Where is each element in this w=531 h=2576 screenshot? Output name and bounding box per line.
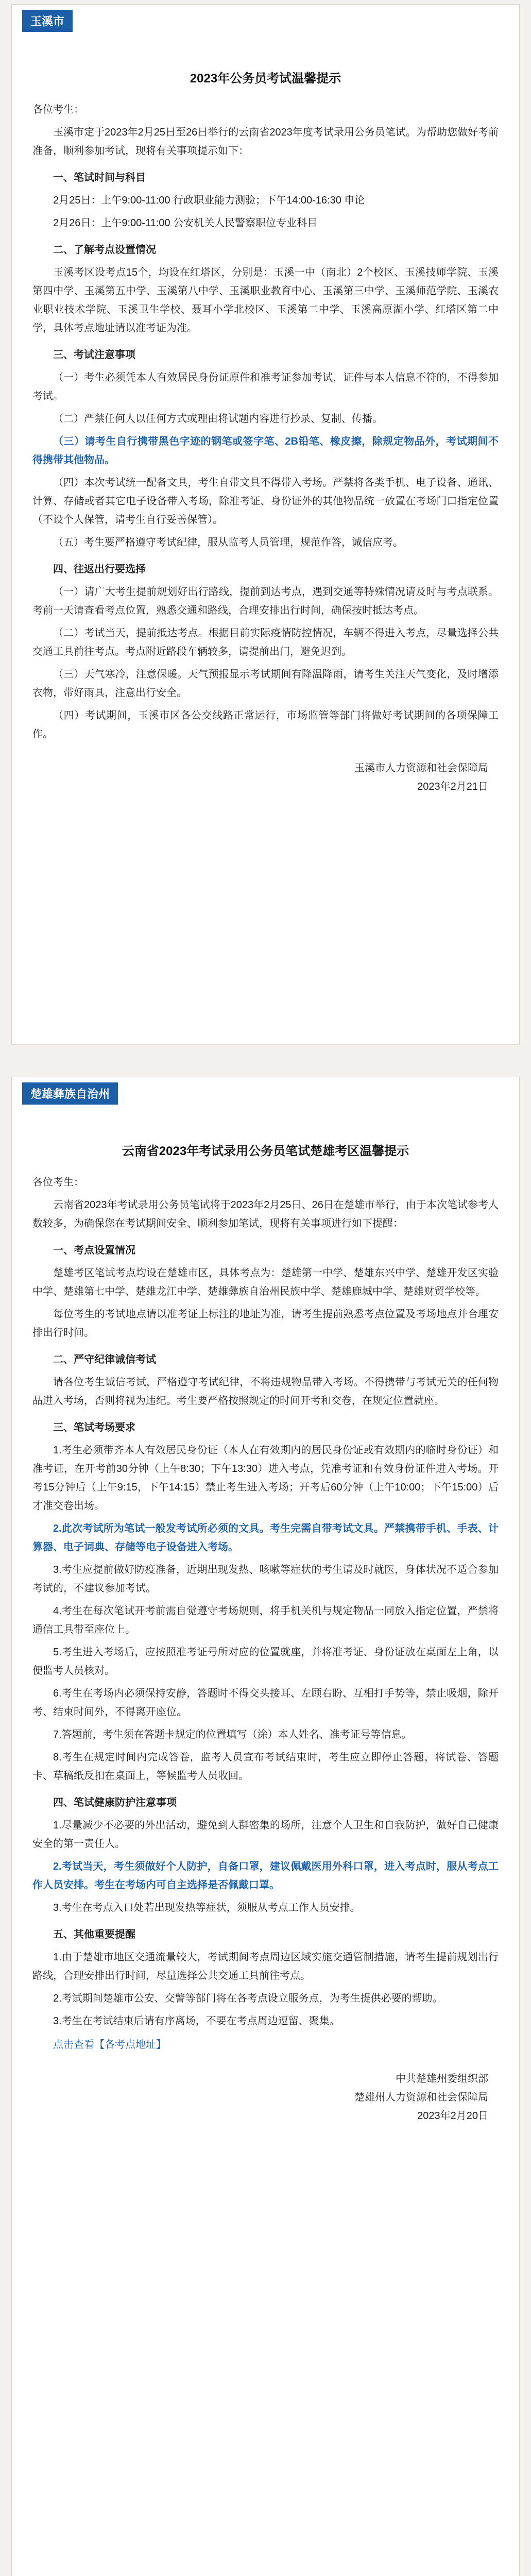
paragraph: （三）天气寒冷，注意保暖。天气预报显示考试期间有降温降雨，请考生关注天气变化，及时增添衣物，带好雨具，注意出行安全。: [32, 669, 499, 699]
section-heading: 四、笔试健康防护注意事项: [53, 1797, 177, 1808]
section-heading: 一、考点设置情况: [53, 1245, 135, 1256]
paragraph: 2月25日：上午9:00-11:00 行政职业能力测验；下午14:00-16:30 申论: [53, 195, 365, 206]
intro-paragraph: 云南省2023年考试录用公务员笔试将于2023年2月25日、26日在楚雄市举行，由于本次笔试参考人数较多，为确保您在考试期间安全、顺利参加笔试，现将有关事项进行如下提醒：: [32, 1199, 499, 1229]
paragraph: 请各位考生诚信考试，严格遵守考试纪律，不将违规物品带入考场。不得携带与考试无关的任何物品进入考场，否则将视为违纪。考生要严格按照规定的时间开考和交卷，在规定位置就座。: [32, 1377, 499, 1406]
section-heading: 三、笔试考场要求: [53, 1422, 135, 1433]
paragraph: 4.考生在每次笔试开考前需自觉遵守考场规则，将手机关机与规定物品一同放入指定位置，严禁将通信工具带至座位上。: [32, 1605, 499, 1635]
paragraph: 1.由于楚雄市地区交通流量较大，考试期间考点周边区域实施交通管制措施，请考生提前规划出行路线，合理安排出行时间，尽量选择公共交通工具前往考点。: [32, 1952, 499, 1981]
section-heading: 四、往返出行要选择: [53, 564, 146, 575]
section-heading: 二、严守纪律诚信考试: [53, 1354, 156, 1365]
paragraph: 1.尽量减少不必要的外出活动，避免到人群密集的场所，注意个人卫生和自我防护，做好自己健康安全的第一责任人。: [32, 1820, 499, 1850]
notice-title: 云南省2023年考试录用公务员笔试楚雄考区温馨提示: [122, 1144, 409, 1158]
signature-block: [32, 2070, 488, 2125]
paragraph: 3.考生应提前做好防疫准备，近期出现发热、咳嗽等症状的考生请及时就医，身体状况不适合参加考试的，不建议参加考试。: [32, 1564, 499, 1594]
notice-body: [12, 100, 519, 796]
paragraph: 3.考生在考点入口处若出现发热等症状，须服从考点工作人员安排。: [53, 1902, 361, 1913]
paragraph: （一）请广大考生提前规划好出行路线，提前到达考点，遇到交通等特殊情况请及时与考点联系。考前一天请查看考点位置，熟悉交通和路线，合理安排出行时间，确保按时抵达考点。: [32, 586, 499, 616]
paragraph: （五）考生要严格遵守考试纪律，服从监考人员管理，规范作答，诚信应考。: [53, 537, 403, 548]
paragraph: （二）严禁任何人以任何方式或理由将试题内容进行抄录、复制、传播。: [53, 413, 383, 425]
signature-date: 2023年2月21日: [417, 781, 488, 792]
signature-block: [32, 759, 488, 796]
highlight-paragraph: 2.此次考试所为笔试一般发考试所必须的文具。考生完需自带考试文具。严禁携带手机、手表、计算器、电子词典、存储等电子设备进入考场。: [32, 1523, 499, 1553]
section-heading: 三、考试注意事项: [53, 349, 135, 361]
section-heading: 五、其他重要提醒: [53, 1929, 135, 1940]
paragraph: 每位考生的考试地点请以准考证上标注的地址为准，请考生提前熟悉考点位置及考场地点并合理安排出行时间。: [32, 1309, 499, 1338]
paragraph: （二）考试当天，提前抵达考点。根据目前实际疫情防控情况，车辆不得进入考点，尽量选择公共交通工具前往考点。考点附近路段车辆较多，请提前出门，避免迟到。: [32, 628, 499, 657]
paragraph: 楚雄考区笔试考点均设在楚雄市区，具体考点为：楚雄第一中学、楚雄东兴中学、楚雄开发区实验中学、楚雄第七中学、楚雄龙江中学、楚雄彝族自治州民族中学、楚雄鹿城中学、楚雄财贸学校等。: [32, 1267, 499, 1297]
paragraph: （四）考试期间，玉溪市区各公交线路正常运行，市场监管等部门将做好考试期间的各项保障工作。: [32, 710, 499, 740]
notice-section-yuxi: [11, 4, 520, 1045]
exam-sites-link[interactable]: 点击查看【各考点地址】: [53, 2039, 166, 2050]
paragraph: 2.考试期间楚雄市公安、交警等部门将在各考点设立服务点，为考生提供必要的帮助。: [53, 1993, 443, 2004]
signature-org: 玉溪市人力资源和社会保障局: [354, 762, 488, 774]
section-heading: 一、笔试时间与科目: [53, 172, 146, 183]
paragraph: 1.考生必须带齐本人有效居民身份证（本人在有效期内的居民身份证或有效期内的临时身份证）和准考证，在开考前30分钟（上午8:30；下午13:30）进入考点，凭准考证和有效身份证件进入考场。开考15分钟后（上午9:15，下午14:15）禁止考生进入考场；开考后60分钟（上午10:00；下午15:00）后才准交卷出场。: [32, 1445, 499, 1512]
notice-section-chuxiong: [11, 1077, 520, 2576]
paragraph: 2月26日：上午9:00-11:00 公安机关人民警察职位专业科目: [53, 217, 318, 229]
region-tag: 楚雄彝族自治州: [22, 1082, 118, 1105]
paragraph: 玉溪考区设考点15个，均设在红塔区，分别是：玉溪一中（南北）2个校区、玉溪技师学院、玉溪第四中学、玉溪第五中学、玉溪第八中学、玉溪职业教育中心、玉溪第三中学、玉溪师范学院、玉溪农业职业技术学院、玉溪卫生学校、聂耳小学北校区、玉溪第二中学、玉溪高原湖小学、红塔区第二中学，具体考点地址请以准考证为准。: [32, 267, 499, 334]
paragraph: 6.考生在考场内必须保持安静，答题时不得交头接耳、左顾右盼、互相打手势等，禁止吸烟，除开考、结束时间外，不得离开座位。: [32, 1688, 499, 1718]
paragraph: 3.考生在考试结束后请有序离场，不要在考点周边逗留、聚集。: [53, 2015, 340, 2027]
highlight-paragraph: 2.考试当天，考生须做好个人防护，自备口罩，建议佩戴医用外科口罩，进入考点时，服从考点工作人员安排。考生在考场内可自主选择是否佩戴口罩。: [32, 1861, 499, 1891]
highlight-paragraph: （三）请考生自行携带黑色字迹的钢笔或签字笔、2B铅笔、橡皮擦，除规定物品外，考试期间不得携带其他物品。: [32, 436, 499, 466]
paragraph: （一）考生必须凭本人有效居民身份证原件和准考证参加考试，证件与本人信息不符的，不得参加考试。: [32, 372, 499, 402]
notice-body: [12, 1173, 519, 2125]
signature-org: 中共楚雄州委组织部: [396, 2073, 488, 2084]
greeting: 各位考生：: [32, 1177, 84, 1188]
paragraph: 5.考生进入考场后，应按照准考证号所对应的位置就座，并将准考证、身份证放在桌面左上角，以便监考人员核对。: [32, 1647, 499, 1676]
section-heading: 二、了解考点设置情况: [53, 244, 156, 256]
intro-paragraph: 玉溪市定于2023年2月25日至26日举行的云南省2023年度考试录用公务员笔试。为帮助您做好考前准备，顺利参加考试，现将有关事项提示如下：: [32, 127, 499, 157]
paragraph: 7.答题前，考生须在答题卡规定的位置填写（涂）本人姓名、准考证号等信息。: [53, 1729, 412, 1740]
greeting: 各位考生：: [32, 104, 84, 115]
region-tag: 玉溪市: [22, 10, 73, 32]
signature-org: 楚雄州人力资源和社会保障局: [354, 2092, 488, 2103]
paragraph: （四）本次考试统一配备文具，考生自带文具不得带入考场。严禁将各类手机、电子设备、通讯、计算、存储或者其它电子设备带入考场，除准考证、身份证外的其他物品统一放置在考场门口指定位置（不设个人保管，请考生自行妥善保管）。: [32, 477, 499, 526]
notice-title: 2023年公务员考试温馨提示: [190, 72, 341, 86]
signature-date: 2023年2月20日: [417, 2110, 488, 2122]
paragraph: 8.考生在规定时间内完成答卷，监考人员宣布考试结束时，考生应立即停止答题，将试卷、答题卡、草稿纸反扣在桌面上，等候监考人员收回。: [32, 1752, 499, 1782]
